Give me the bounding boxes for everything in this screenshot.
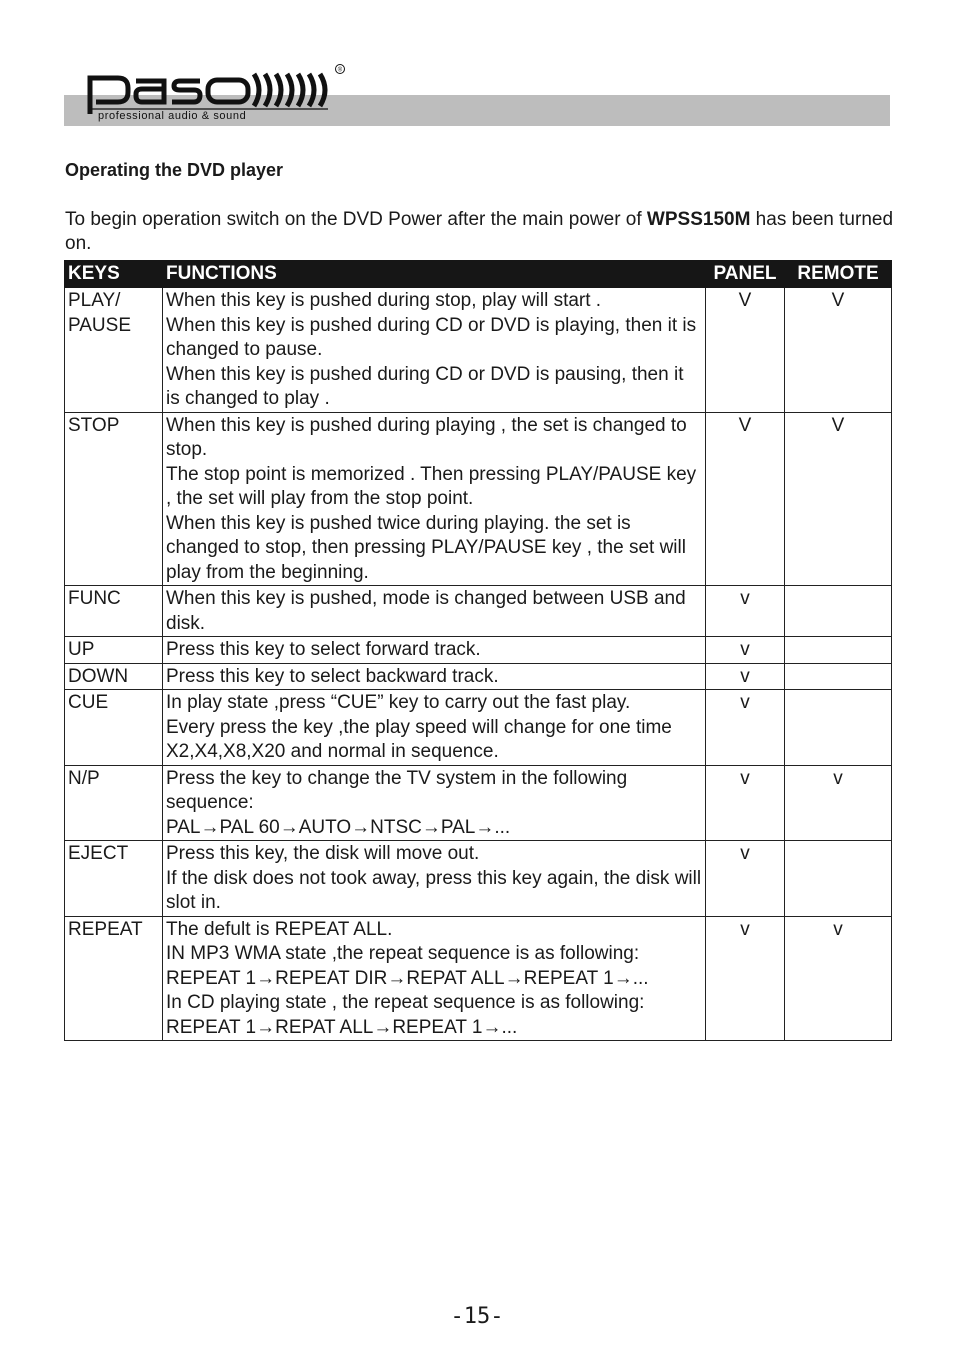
remote-cell xyxy=(785,690,892,766)
function-cell xyxy=(163,765,706,841)
table-row xyxy=(65,412,892,586)
table-row xyxy=(65,916,892,1041)
intro-text-before: To begin operation switch on the DVD Power after the main power of xyxy=(65,209,647,230)
table-row xyxy=(65,288,892,413)
key-cell: CUE xyxy=(65,690,163,766)
remote-cell xyxy=(785,586,892,637)
key-cell: N/P xyxy=(65,765,163,841)
function-line: When this key is pushed during playing , the set is changed to stop. xyxy=(166,414,692,460)
panel-cell: v xyxy=(706,841,785,917)
remote-cell: V xyxy=(785,288,892,413)
remote-cell xyxy=(785,841,892,917)
function-line: When this key is pushed during stop, play will start . xyxy=(166,290,602,311)
intro-paragraph xyxy=(65,208,895,256)
function-cell xyxy=(163,841,706,917)
keys-functions-table xyxy=(64,260,892,1041)
remote-cell: v xyxy=(785,916,892,1041)
function-line: Press this key to select backward track. xyxy=(166,665,499,687)
header-panel: PANEL xyxy=(706,261,785,288)
header-functions: FUNCTIONS xyxy=(163,261,706,288)
table-row xyxy=(65,690,892,766)
page-number: -15- xyxy=(450,1304,504,1329)
header-remote: REMOTE xyxy=(785,261,892,288)
table-row xyxy=(65,637,892,664)
intro-text-after: has been turned on. xyxy=(65,209,894,254)
key-cell: FUNC xyxy=(65,586,163,637)
function-line: In CD playing state , the repeat sequence is as following: xyxy=(166,992,645,1013)
function-line: Press the key to change the TV system in the following sequence: xyxy=(166,767,633,813)
key-cell: STOP xyxy=(65,412,163,586)
function-line: When this key is pushed, mode is changed between USB and disk. xyxy=(166,588,691,634)
table-header-row xyxy=(65,261,892,288)
key-cell: PLAY/ PAUSE xyxy=(65,288,163,413)
function-line: The stop point is memorized . Then pressing PLAY/PAUSE key , the set will play from the stop point. xyxy=(166,463,702,509)
function-line: In play state ,press “CUE” key to carry out the fast play. xyxy=(166,692,631,713)
function-line: When this key is pushed during CD or DVD is pausing, then it is changed to play . xyxy=(166,363,689,409)
function-line: When this key is pushed twice during playing. the set is changed to stop, then pressing PLAY/PAUSE key , the set will play from the beginning. xyxy=(166,512,692,583)
table-row xyxy=(65,663,892,690)
key-cell: EJECT xyxy=(65,841,163,917)
remote-cell xyxy=(785,637,892,664)
table-row xyxy=(65,586,892,637)
function-cell xyxy=(163,586,706,637)
function-cell xyxy=(163,412,706,586)
key-cell: DOWN xyxy=(65,663,163,690)
function-line: Press this key to select forward track. xyxy=(166,639,481,660)
panel-cell: v xyxy=(706,690,785,766)
function-line: IN MP3 WMA state ,the repeat sequence is as following: xyxy=(166,943,640,964)
function-cell xyxy=(163,288,706,413)
function-cell xyxy=(163,663,706,690)
brand-tagline: professional audio & sound xyxy=(98,110,247,122)
key-cell: UP xyxy=(65,637,163,664)
header-keys: KEYS xyxy=(65,261,163,288)
remote-cell: V xyxy=(785,412,892,586)
function-cell xyxy=(163,916,706,1041)
function-line: Press this key, the disk will move out. xyxy=(166,843,480,864)
panel-cell: V xyxy=(706,288,785,413)
panel-cell: v xyxy=(706,916,785,1041)
remote-cell xyxy=(785,663,892,690)
panel-cell: v xyxy=(706,765,785,841)
panel-cell: v xyxy=(706,663,785,690)
function-line: If the disk does not took away, press this key again, the disk will slot in. xyxy=(166,867,707,913)
brand-logo xyxy=(84,62,354,124)
function-line: When this key is pushed during CD or DVD is playing, then it is changed to pause. xyxy=(166,314,702,360)
key-cell: REPEAT xyxy=(65,916,163,1041)
remote-cell: v xyxy=(785,765,892,841)
function-line: Every press the key ,the play speed will change for one time X2,X4,X8,X20 and normal in sequence. xyxy=(166,716,678,762)
registered-mark: ® xyxy=(337,67,343,74)
panel-cell: V xyxy=(706,412,785,586)
function-line: REPEAT 1→REPEAT DIR→REPAT ALL→REPEAT 1→... xyxy=(166,967,649,989)
function-line: PAL→PAL 60→AUTO→NTSC→PAL→... xyxy=(166,816,511,838)
table-row xyxy=(65,841,892,917)
function-cell xyxy=(163,637,706,664)
function-line: REPEAT 1→REPAT ALL→REPEAT 1→... xyxy=(166,1016,518,1038)
function-cell xyxy=(163,690,706,766)
table-row xyxy=(65,765,892,841)
intro-model: WPSS150M xyxy=(646,209,751,230)
function-line: The defult is REPEAT ALL. xyxy=(166,918,393,940)
section-title: Operating the DVD player xyxy=(65,160,284,180)
panel-cell: v xyxy=(706,586,785,637)
panel-cell: v xyxy=(706,637,785,664)
